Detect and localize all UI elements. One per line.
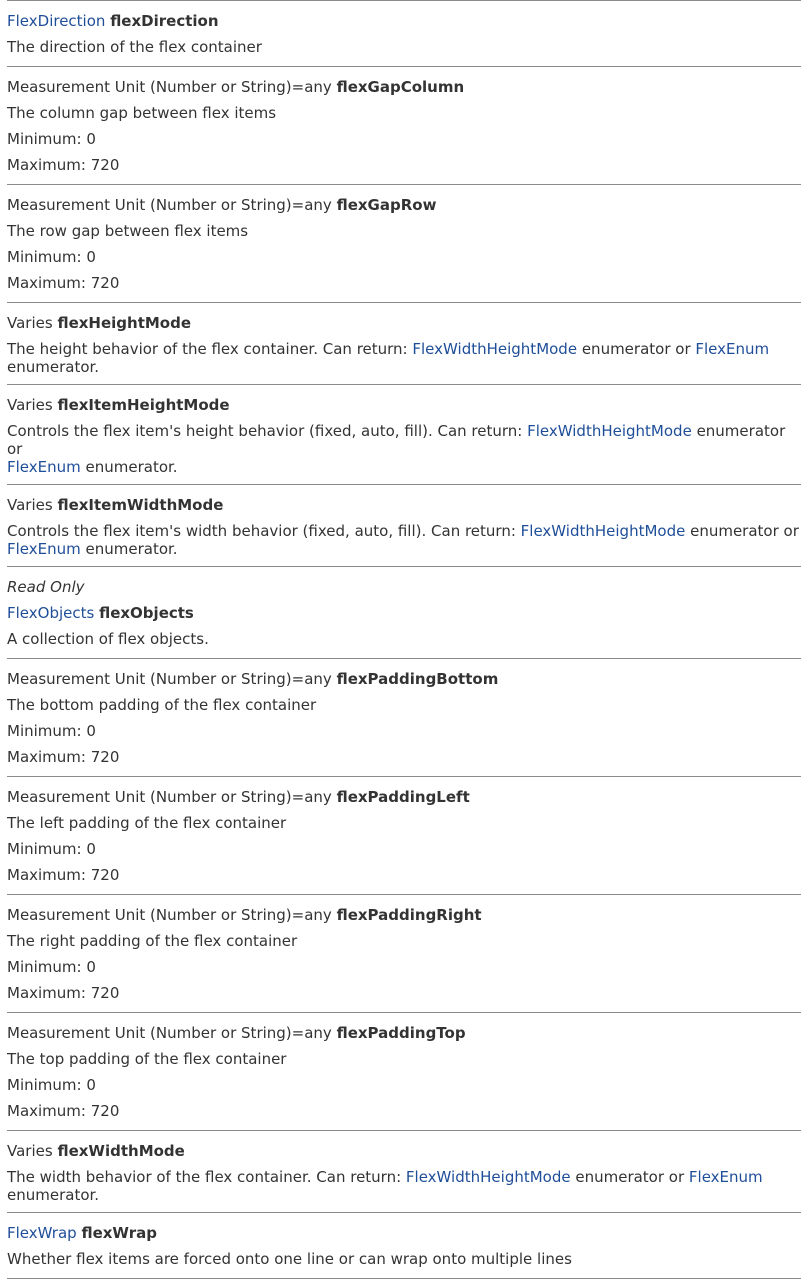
description-text: enumerator or (577, 340, 696, 358)
flex-enum-link[interactable]: FlexEnum (7, 540, 81, 558)
property-name: flexGapColumn (336, 78, 465, 96)
read-only-note: Read Only (7, 578, 85, 596)
property-maximum: Maximum: 720 (7, 156, 120, 174)
flex-enum-link[interactable]: FlexEnum (695, 340, 770, 358)
property-type: Varies (7, 496, 53, 514)
property-description (7, 518, 801, 560)
property-signature (7, 1220, 801, 1246)
flex-width-height-mode-link[interactable]: FlexWidthHeightMode (405, 1168, 571, 1186)
property-flex-item-height-mode (7, 384, 801, 484)
property-flex-width-mode (7, 1130, 801, 1212)
description-text: enumerator. (80, 458, 178, 476)
flex-width-height-mode-link[interactable]: FlexWidthHeightMode (527, 422, 692, 440)
property-type: Measurement Unit (Number or String)=any (7, 196, 332, 214)
property-flex-wrap (7, 1212, 801, 1279)
property-description: A collection of flex objects. (7, 630, 209, 648)
property-description: The left padding of the flex container (7, 814, 287, 832)
description-text: Controls the flex item's width behavior (fixed, auto, fill). Can return: (7, 522, 521, 540)
description-text: enumerator or (685, 522, 799, 540)
property-type: Varies (7, 314, 53, 332)
property-flex-item-width-mode (7, 484, 801, 566)
flex-width-height-mode-link[interactable]: FlexWidthHeightMode (520, 522, 686, 540)
property-maximum: Maximum: 720 (7, 866, 120, 884)
property-signature (7, 310, 801, 336)
property-flex-padding-bottom (7, 658, 801, 776)
property-flex-padding-right (7, 894, 801, 1012)
property-signature (7, 192, 801, 218)
description-text: enumerator or (570, 1168, 689, 1186)
property-type: Measurement Unit (Number or String)=any (7, 788, 332, 806)
property-name: flexWidthMode (57, 1142, 185, 1160)
property-flex-padding-top (7, 1012, 801, 1130)
property-maximum: Maximum: 720 (7, 984, 120, 1002)
property-description: Whether flex items are forced onto one line or can wrap onto multiple lines (7, 1250, 572, 1268)
property-name: flexPaddingRight (336, 906, 482, 924)
property-name: flexHeightMode (57, 314, 192, 332)
property-signature (7, 1020, 801, 1046)
property-flex-gap-row (7, 184, 801, 302)
description-text: The height behavior of the flex container. Can return: (7, 340, 413, 358)
property-minimum: Minimum: 0 (7, 248, 96, 266)
type-link[interactable]: FlexDirection (7, 12, 106, 30)
property-signature (7, 600, 801, 626)
property-description (7, 1164, 801, 1206)
property-signature (7, 392, 801, 418)
property-name: flexPaddingTop (336, 1024, 466, 1042)
property-name: flexGapRow (336, 196, 437, 214)
flex-width-height-mode-link[interactable]: FlexWidthHeightMode (412, 340, 578, 358)
property-name: flexObjects (99, 604, 194, 622)
property-signature (7, 1138, 801, 1164)
property-signature (7, 492, 801, 518)
property-flex-height-mode (7, 302, 801, 384)
property-signature (7, 666, 801, 692)
description-text: The width behavior of the flex container. Can return: (7, 1168, 406, 1186)
property-flex-padding-left (7, 776, 801, 894)
property-type: Measurement Unit (Number or String)=any (7, 670, 332, 688)
property-name: flexDirection (110, 12, 219, 30)
flex-enum-link[interactable]: FlexEnum (688, 1168, 763, 1186)
property-type: Measurement Unit (Number or String)=any (7, 1024, 332, 1042)
property-type: Varies (7, 396, 53, 414)
property-flex-objects (7, 566, 801, 658)
description-text: enumerator. (80, 540, 178, 558)
type-link[interactable]: FlexObjects (7, 604, 95, 622)
property-description (7, 418, 801, 478)
flex-enum-link[interactable]: FlexEnum (7, 458, 81, 476)
type-link[interactable]: FlexWrap (7, 1224, 77, 1242)
description-text: enumerator or (7, 422, 786, 458)
property-flex-gap-column (7, 66, 801, 184)
property-description: The bottom padding of the flex container (7, 696, 317, 714)
property-type: Varies (7, 1142, 53, 1160)
property-maximum: Maximum: 720 (7, 1102, 120, 1120)
property-signature (7, 8, 801, 34)
description-text: enumerator. (7, 358, 100, 376)
property-signature (7, 74, 801, 100)
property-description (7, 336, 801, 378)
description-text: Controls the flex item's height behavior (fixed, auto, fill). Can return: (7, 422, 528, 440)
property-maximum: Maximum: 720 (7, 274, 120, 292)
property-minimum: Minimum: 0 (7, 840, 96, 858)
property-signature (7, 784, 801, 810)
property-name: flexWrap (81, 1224, 157, 1242)
property-name: flexPaddingBottom (336, 670, 499, 688)
property-minimum: Minimum: 0 (7, 130, 96, 148)
property-signature (7, 902, 801, 928)
property-description: The column gap between flex items (7, 104, 277, 122)
property-name: flexItemHeightMode (57, 396, 230, 414)
property-flex-direction (7, 0, 801, 66)
property-maximum: Maximum: 720 (7, 748, 120, 766)
property-description: The direction of the flex container (7, 38, 262, 56)
property-name: flexItemWidthMode (57, 496, 224, 514)
property-type: Measurement Unit (Number or String)=any (7, 78, 332, 96)
property-type: Measurement Unit (Number or String)=any (7, 906, 332, 924)
property-description: The top padding of the flex container (7, 1050, 287, 1068)
property-description: The right padding of the flex container (7, 932, 298, 950)
property-minimum: Minimum: 0 (7, 1076, 96, 1094)
property-name: flexPaddingLeft (336, 788, 470, 806)
property-minimum: Minimum: 0 (7, 722, 96, 740)
property-description: The row gap between flex items (7, 222, 249, 240)
description-text: enumerator. (7, 1186, 100, 1204)
property-minimum: Minimum: 0 (7, 958, 96, 976)
